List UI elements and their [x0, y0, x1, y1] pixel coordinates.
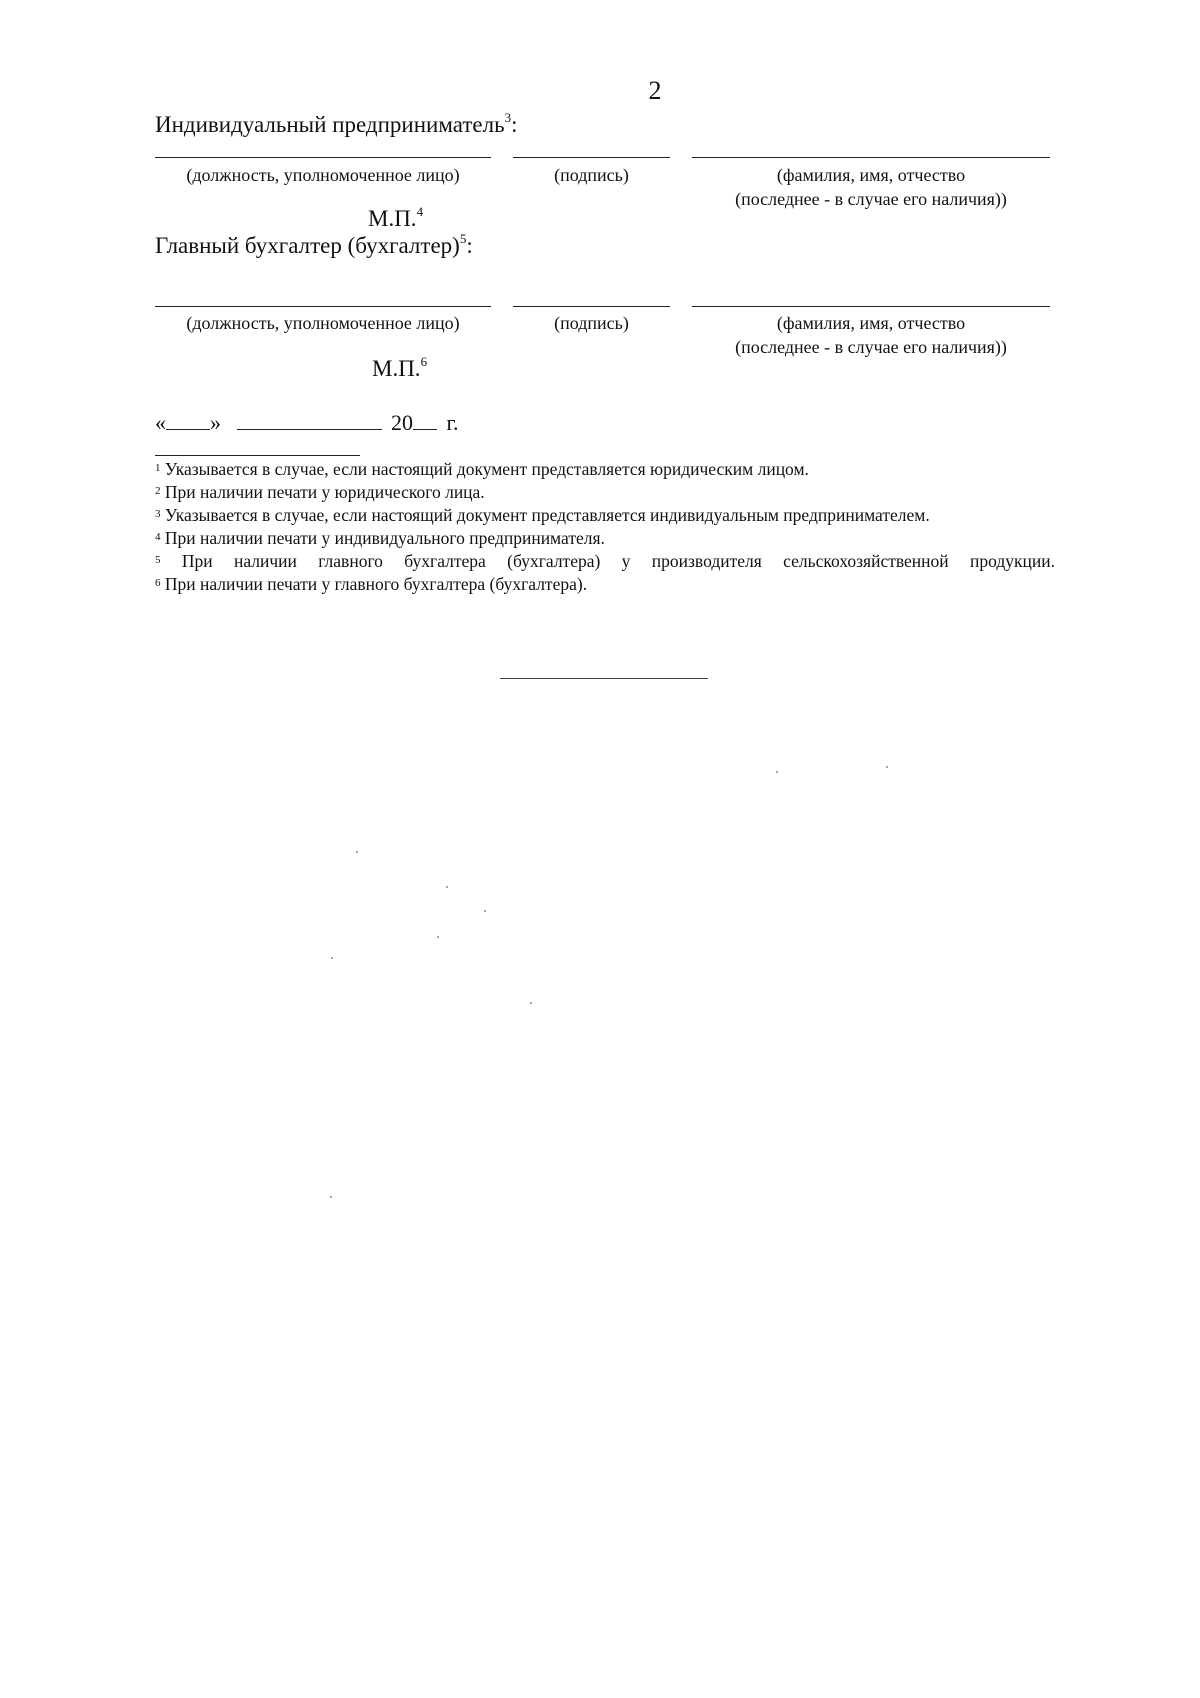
footnote-text: При наличии главного бухгалтера (бухгалтера) у производителя сельскохозяйственной продукции. [181, 551, 1056, 571]
end-of-document-rule [500, 678, 708, 679]
scan-speck [331, 957, 333, 959]
footnote-number: 4 [155, 531, 161, 543]
footnote-2 [155, 481, 1055, 504]
scan-speck [776, 771, 778, 773]
footnote-number: 6 [155, 577, 161, 589]
footnote-4 [155, 527, 1055, 550]
entrepreneur-title: Индивидуальный предприниматель [155, 112, 505, 137]
entrepreneur-stamp-note: 4 [416, 204, 424, 219]
footnote-5 [155, 550, 1055, 573]
year-suffix: г. [446, 410, 459, 435]
entrepreneur-name-caption [692, 163, 1050, 211]
month-blank [237, 411, 382, 430]
entrepreneur-stamp [368, 206, 423, 232]
accountant-name-caption [692, 311, 1050, 359]
footnotes [155, 458, 1055, 596]
accountant-name-caption-line1: (фамилия, имя, отчество [776, 313, 966, 333]
footnote-number: 5 [155, 554, 161, 566]
entrepreneur-name-line [692, 157, 1050, 158]
footnote-number: 1 [155, 462, 161, 474]
date-open-quote: « [155, 410, 166, 435]
accountant-title-note: 5 [459, 231, 467, 246]
footnote-text: При наличии печати у юридического лица. [164, 482, 485, 502]
entrepreneur-name-caption-line2: (последнее - в случае его наличия)) [735, 189, 1007, 209]
accountant-position-caption: (должность, уполномоченное лицо) [186, 313, 460, 333]
year-blank [413, 411, 437, 430]
entrepreneur-position-caption: (должность, уполномоченное лицо) [186, 165, 460, 185]
scan-speck [484, 910, 486, 912]
accountant-title: Главный бухгалтер (бухгалтер) [155, 233, 460, 258]
accountant-name-caption-line2: (последнее - в случае его наличия)) [735, 337, 1007, 357]
accountant-name-line [692, 306, 1050, 307]
scan-speck [446, 886, 448, 888]
entrepreneur-title-note: 3 [504, 110, 512, 125]
entrepreneur-stamp-label: М.П. [368, 206, 417, 231]
footnote-text: При наличии печати у индивидуального предпринимателя. [164, 528, 605, 548]
footnote-text: Указывается в случае, если настоящий документ представляется индивидуальным предпринимателем. [164, 505, 930, 525]
scan-speck [330, 1196, 332, 1198]
accountant-stamp-note: 6 [420, 354, 428, 369]
footnote-3 [155, 504, 1055, 527]
footnote-number: 3 [155, 508, 161, 520]
accountant-signature-line [513, 306, 670, 307]
entrepreneur-signature-line [513, 157, 670, 158]
entrepreneur-signature-caption: (подпись) [554, 165, 629, 185]
footnote-text: Указывается в случае, если настоящий документ представляется юридическим лицом. [164, 459, 809, 479]
entrepreneur-position-line [155, 157, 491, 158]
scan-speck [356, 851, 358, 853]
footnote-6 [155, 573, 1055, 596]
entrepreneur-heading: Индивидуальный предприниматель$^3$: [155, 110, 518, 137]
accountant-stamp [372, 356, 427, 382]
accountant-heading: Главный бухгалтер (бухгалтер)$^5$: [155, 231, 473, 258]
date-line [155, 410, 459, 436]
footnote-1 [155, 458, 1055, 481]
accountant-stamp-label: М.П. [372, 356, 421, 381]
day-blank [166, 411, 210, 430]
accountant-position-line [155, 306, 491, 307]
scan-speck [437, 936, 439, 938]
year-prefix: 20 [391, 410, 413, 435]
page-number: 2 [648, 76, 662, 105]
entrepreneur-name-caption-line1: (фамилия, имя, отчество [776, 165, 966, 185]
accountant-signature-caption: (подпись) [554, 313, 629, 333]
scan-speck [530, 1002, 532, 1004]
date-close-quote: » [210, 410, 221, 435]
footnote-number: 2 [155, 485, 161, 497]
footnote-separator [155, 455, 360, 456]
footnote-text: При наличии печати у главного бухгалтера (бухгалтера). [164, 574, 588, 594]
scan-speck [886, 766, 888, 768]
